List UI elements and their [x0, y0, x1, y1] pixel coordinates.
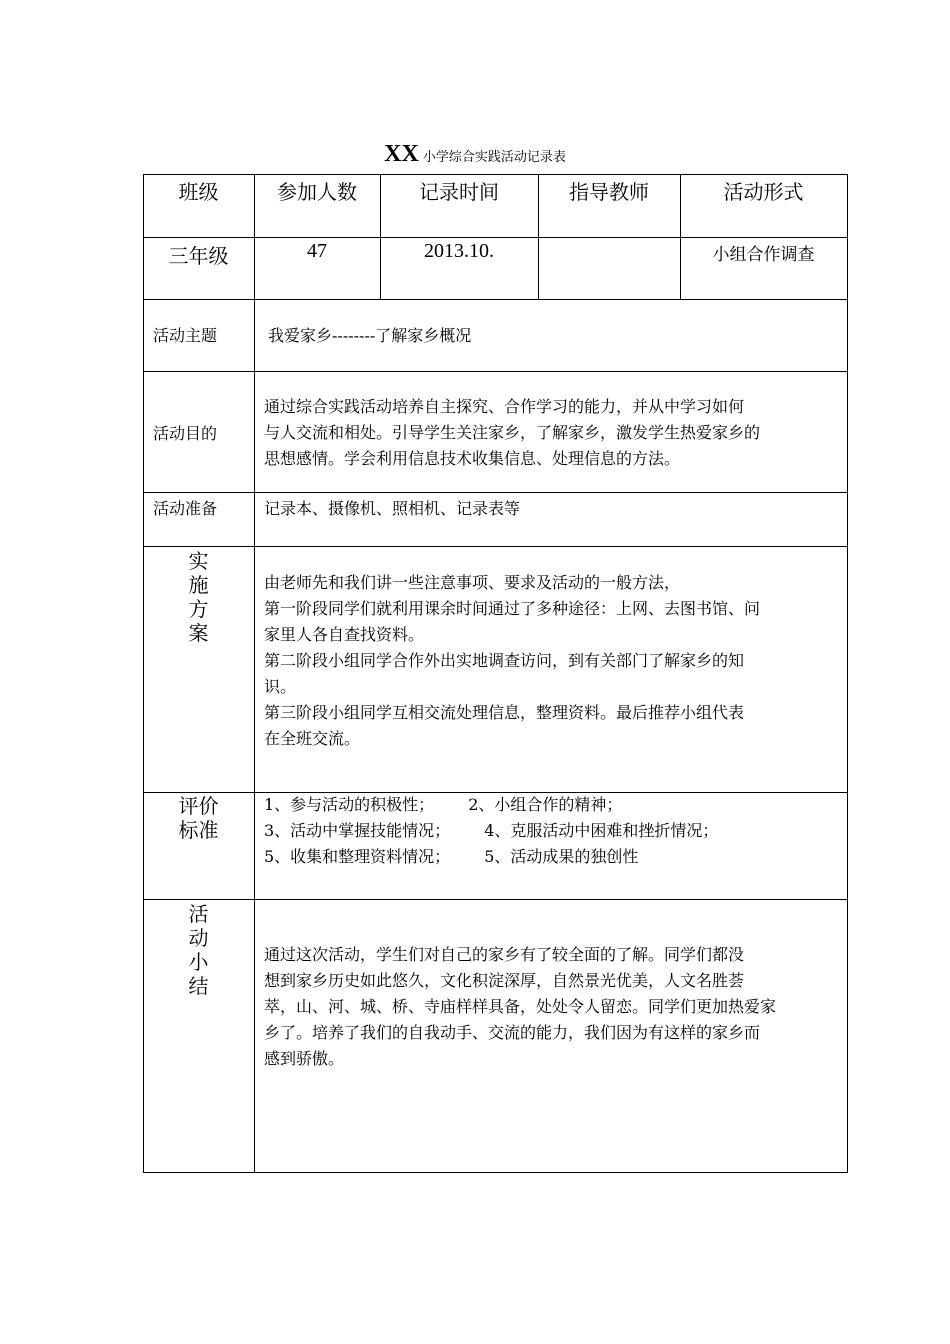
criteria-item: 5、收集和整理资料情况； — [264, 847, 451, 866]
header-participants: 参加人数 — [277, 180, 357, 204]
criteria-row — [264, 844, 844, 870]
summary-label — [143, 902, 254, 998]
record-time-value: 2013.10. — [424, 240, 494, 262]
criteria-item: 5、活动成果的独创性 — [484, 847, 639, 866]
summary-line: 通过这次活动，学生们对自己的家乡有了较全面的了解。同学们都没 — [264, 945, 745, 964]
plan-label — [143, 549, 254, 645]
label-column-divider — [254, 174, 255, 1173]
plan-line: 家里人各自查找资料。 — [264, 625, 425, 644]
criteria-row — [264, 792, 844, 818]
plan-label-char: 方 — [188, 597, 209, 621]
header-form: 活动形式 — [723, 180, 804, 204]
table-border-bottom — [143, 1172, 848, 1173]
title-text: 小学综合实践活动记录表 — [422, 150, 566, 165]
criteria-label-line: 评价 — [178, 794, 219, 818]
summary-line: 乡了。培养了我们的自我动手、交流的能力，我们因为有这样的家乡而 — [264, 1023, 761, 1042]
purpose-line: 思想感情。学会利用信息技术收集信息、处理信息的方法。 — [264, 449, 681, 468]
purpose-line: 与人交流和相处。引导学生关注家乡，了解家乡，激发学生热爱家乡的 — [264, 423, 761, 442]
criteria-label — [143, 794, 254, 842]
criteria-item: 2、小组合作的精神； — [468, 795, 623, 814]
plan-label-char: 案 — [188, 621, 209, 645]
preparation-value: 记录本、摄像机、照相机、记录表等 — [264, 499, 521, 518]
plan-line: 第一阶段同学们就利用课余时间通过了多种途径：上网、去图书馆、问 — [264, 599, 761, 618]
form-value: 小组合作调查 — [712, 245, 815, 265]
plan-text — [264, 570, 844, 752]
summary-line: 萃，山、河、城、桥、寺庙样样具备，处处令人留恋。同学们更加热爱家 — [264, 997, 777, 1016]
plan-label-char: 施 — [188, 573, 209, 597]
criteria-label-line: 标准 — [178, 818, 219, 842]
plan-label-char: 实 — [188, 549, 209, 573]
row-divider — [143, 299, 848, 300]
title-prefix: XX — [384, 141, 419, 167]
class-value: 三年级 — [168, 244, 229, 268]
purpose-label: 活动目的 — [153, 424, 218, 443]
criteria-item: 4、克服活动中困难和挫折情况； — [484, 821, 719, 840]
plan-line: 在全班交流。 — [264, 729, 361, 748]
row-divider — [143, 899, 848, 900]
summary-label-char: 小 — [188, 950, 209, 974]
summary-line: 想到家乡历史如此悠久，文化积淀深厚，自然景光优美，人文名胜荟 — [264, 971, 745, 990]
criteria-row — [264, 818, 844, 844]
theme-label: 活动主题 — [153, 326, 218, 345]
criteria-item: 3、活动中掌握技能情况； — [264, 821, 451, 840]
row-divider — [143, 237, 848, 238]
table-border-top — [143, 174, 848, 175]
summary-label-char: 动 — [188, 926, 209, 950]
purpose-line: 通过综合实践活动培养自主探究、合作学习的能力，并从中学习如何 — [264, 397, 745, 416]
row-divider — [143, 546, 848, 547]
purpose-text — [264, 394, 844, 472]
header-class: 班级 — [178, 180, 219, 204]
summary-label-char: 活 — [188, 902, 209, 926]
participants-value: 47 — [307, 240, 327, 262]
criteria-item: 1、参与活动的积极性； — [264, 795, 435, 814]
summary-text — [264, 942, 844, 1072]
summary-line: 感到骄傲。 — [264, 1049, 345, 1068]
row-divider — [143, 371, 848, 372]
plan-line: 识。 — [264, 677, 297, 696]
row-divider — [143, 492, 848, 493]
table-border-right — [847, 174, 848, 1173]
plan-line: 第二阶段小组同学合作外出实地调查访问，到有关部门了解家乡的知 — [264, 651, 745, 670]
plan-line: 由老师先和我们讲一些注意事项、要求及活动的一般方法， — [264, 573, 681, 592]
header-record-time: 记录时间 — [419, 180, 499, 204]
summary-label-char: 结 — [188, 974, 209, 998]
criteria-list — [264, 792, 844, 870]
theme-value: 我爱家乡--------了解家乡概况 — [268, 326, 472, 345]
preparation-label: 活动准备 — [153, 499, 218, 518]
header-teacher: 指导教师 — [569, 180, 649, 204]
table-border-left — [143, 174, 144, 1173]
plan-line: 第三阶段小组同学互相交流处理信息，整理资料。最后推荐小组代表 — [264, 703, 745, 722]
